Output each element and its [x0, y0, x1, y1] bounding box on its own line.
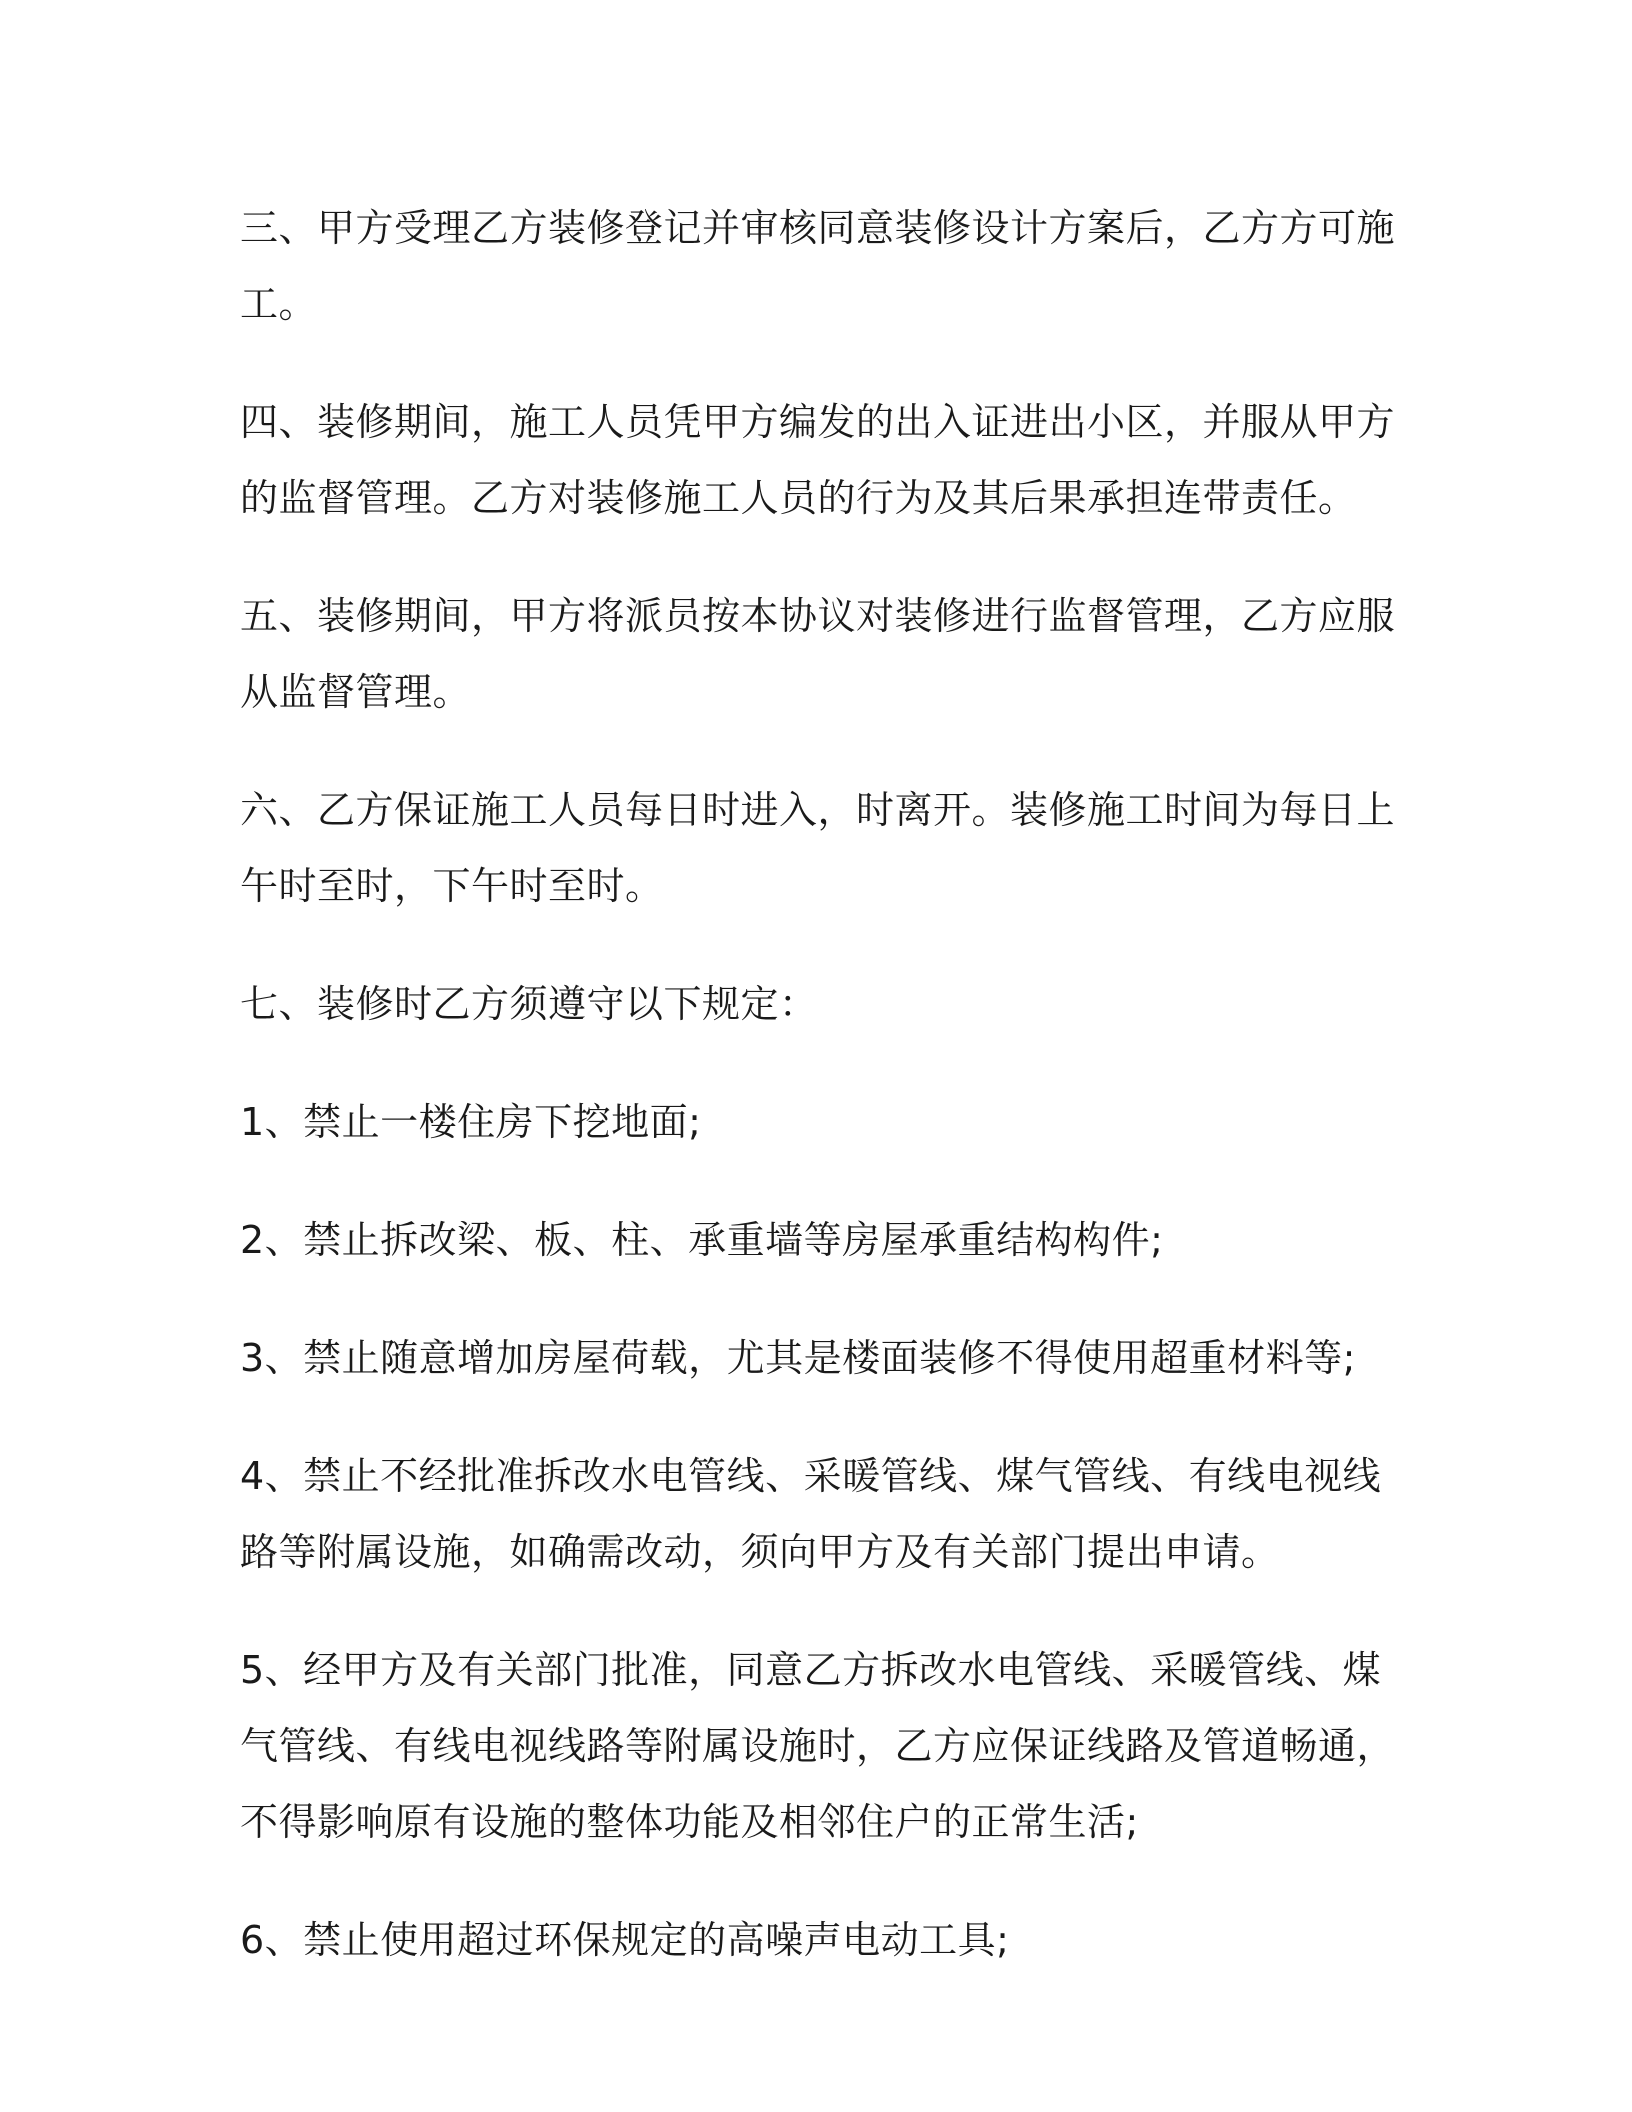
clause-7: 七、装修时乙方须遵守以下规定： [240, 982, 818, 1026]
rule-3: 3、禁止随意增加房屋荷载，尤其是楼面装修不得使用超重材料等; [240, 1336, 1356, 1380]
clause-6: 六、乙方保证施工人员每日时进入，时离开。装修施工时间为每日上午时至时，下午时至时。 [240, 788, 1396, 908]
rule-5: 5、经甲方及有关部门批准，同意乙方拆改水电管线、采暖管线、煤气管线、有线电视线路等附属设施时，乙方应保证线路及管道畅通，不得影响原有设施的整体功能及相邻住户的正常生活; [240, 1648, 1396, 1844]
rule-6: 6、禁止使用超过环保规定的高噪声电动工具; [240, 1918, 1010, 1962]
rule-1: 1、禁止一楼住房下挖地面; [240, 1100, 702, 1144]
clause-3: 三、甲方受理乙方装修登记并审核同意装修设计方案后，乙方方可施工。 [240, 206, 1396, 326]
document-body [240, 190, 1400, 2020]
rule-2: 2、禁止拆改梁、板、柱、承重墙等房屋承重结构构件; [240, 1218, 1164, 1262]
clause-5: 五、装修期间，甲方将派员按本协议对装修进行监督管理，乙方应服从监督管理。 [240, 594, 1396, 714]
rule-4: 4、禁止不经批准拆改水电管线、采暖管线、煤气管线、有线电视线路等附属设施，如确需改动，须向甲方及有关部门提出申请。 [240, 1454, 1382, 1574]
clause-4: 四、装修期间，施工人员凭甲方编发的出入证进出小区，并服从甲方的监督管理。乙方对装修施工人员的行为及其后果承担连带责任。 [240, 400, 1396, 520]
